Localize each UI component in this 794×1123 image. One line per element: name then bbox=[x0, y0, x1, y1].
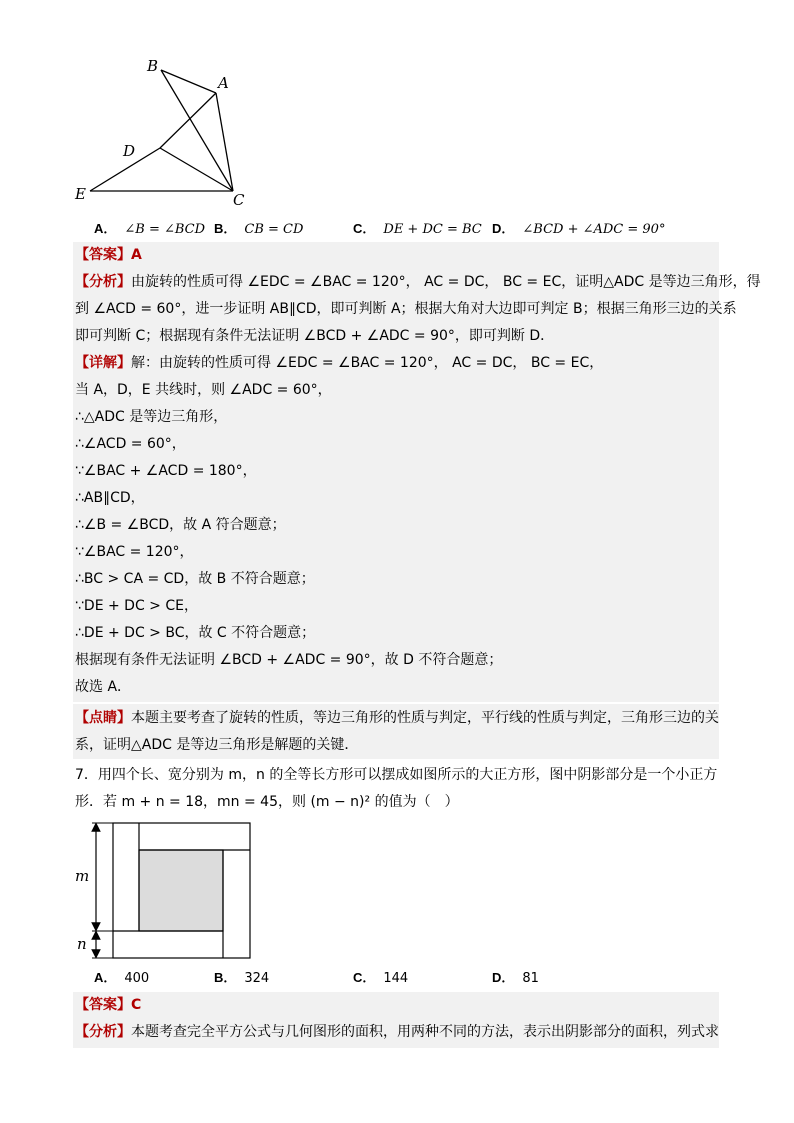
q6-analysis-line-3: 即可判断 C；根据现有条件无法证明 ∠BCD + ∠ADC = 90°，即可判断 D． bbox=[75, 328, 555, 344]
label-A: A bbox=[218, 74, 229, 92]
option-d: D． ∠BCD + ∠ADC = 90° bbox=[492, 221, 666, 237]
q7-option-d: D． 81 bbox=[492, 970, 539, 986]
q7-option-a: A． 400 bbox=[94, 970, 150, 986]
label-m: m bbox=[75, 867, 90, 885]
label-D: D bbox=[123, 142, 136, 160]
q6-detail-line-11: ∴DE + DC > BC，故 C 不符合题意； bbox=[75, 625, 316, 641]
label-C: C bbox=[233, 191, 245, 209]
option-b: B． CB = CD bbox=[214, 221, 304, 237]
q6-detail-line-3: ∴△ADC 是等边三角形， bbox=[75, 409, 228, 425]
q7-option-c: C． 144 bbox=[353, 970, 409, 986]
q7-stem-line-1: 7．用四个长、宽分别为 m，n 的全等长方形可以摆成如图所示的大正方形，图中阴影部分是一个小正方 bbox=[75, 767, 718, 783]
q6-detail-line-9: ∴BC > CA = CD，故 B 不符合题意； bbox=[75, 571, 315, 587]
q6-detail-line-1: 【详解】解：由旋转的性质可得 ∠EDC = ∠BAC = 120°， AC = DC， BC = EC， bbox=[75, 355, 604, 371]
q6-analysis-line-2: 到 ∠ACD = 60°，进一步证明 AB∥CD，即可判断 A；根据大角对大边即可判定 B；根据三角形三边的关系 bbox=[75, 301, 737, 317]
q6-detail-line-4: ∴∠ACD = 60°， bbox=[75, 436, 186, 452]
option-c: C． DE + DC = BC bbox=[353, 221, 482, 237]
q6-detail-line-2: 当 A，D，E 共线时，则 ∠ADC = 60°， bbox=[75, 382, 332, 398]
q6-detail-line-12: 根据现有条件无法证明 ∠BCD + ∠ADC = 90°，故 D 不符合题意； bbox=[75, 652, 503, 668]
q6-comment-line-1: 【点睛】本题主要考查了旋转的性质，等边三角形的性质与判定，平行线的性质与判定，三角形三边的关 bbox=[75, 710, 719, 726]
q6-comment-line-2: 系，证明△ADC 是等边三角形是解题的关键． bbox=[75, 737, 359, 753]
q6-detail-line-8: ∵∠BAC = 120°， bbox=[75, 544, 194, 560]
label-E: E bbox=[75, 185, 86, 203]
q6-analysis-line-1: 【分析】由旋转的性质可得 ∠EDC = ∠BAC = 120°， AC = DC， BC = EC，证明△ADC 是等边三角形，得 bbox=[75, 274, 761, 290]
q6-detail-line-5: ∵∠BAC + ∠ACD = 180°， bbox=[75, 463, 257, 479]
q6-detail-line-10: ∵DE + DC > CE， bbox=[75, 598, 198, 614]
q7-analysis-line-1: 【分析】本题考查完全平方公式与几何图形的面积，用两种不同的方法，表示出阴影部分的面积，列式求 bbox=[75, 1024, 719, 1040]
q6-detail-line-6: ∴AB∥CD， bbox=[75, 490, 145, 506]
rectangles-square-figure bbox=[70, 818, 260, 963]
triangle-rotation-figure bbox=[70, 50, 270, 210]
q7-answer: 【答案】C bbox=[75, 997, 142, 1013]
q7-option-b: B． 324 bbox=[214, 970, 270, 986]
option-a: A． ∠B = ∠BCD bbox=[94, 221, 206, 237]
label-B: B bbox=[147, 57, 159, 75]
q6-answer: 【答案】A bbox=[75, 247, 142, 263]
label-n: n bbox=[77, 935, 87, 953]
q7-stem-line-2: 形．若 m + n = 18，mn = 45，则 (m − n)² 的值为（ ） bbox=[75, 794, 459, 810]
q6-detail-line-7: ∴∠B = ∠BCD，故 A 符合题意； bbox=[75, 517, 286, 533]
q6-detail-line-13: 故选 A． bbox=[75, 679, 132, 695]
